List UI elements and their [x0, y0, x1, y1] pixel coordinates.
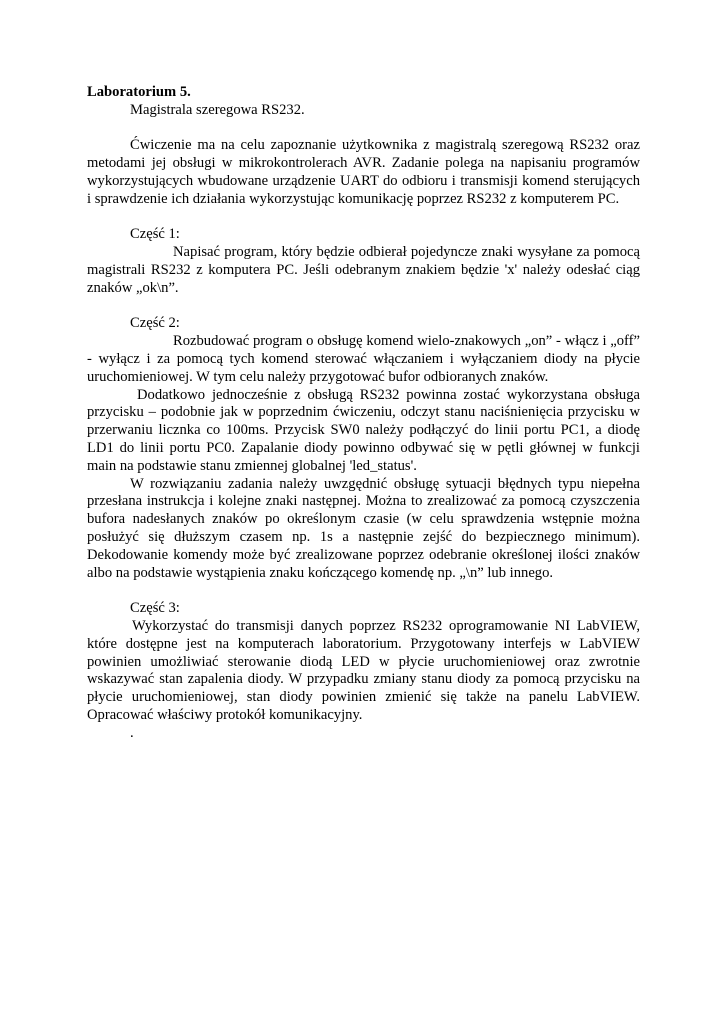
part1-heading: Część 1:	[130, 226, 180, 243]
part3-heading: Część 3:	[130, 600, 180, 617]
trailing-dot: .	[130, 724, 134, 741]
part2-heading: Część 2:	[130, 315, 180, 332]
part2-paragraph-2: Dodatkowo jednocześnie z obsługą RS232 powinna zostać wykorzystana obsługa przycisku – podobnie jak w poprzednim ćwiczeniu, odczyt stanu naciśnienięcia przycisku w przerwaniu licznka co 100ms. Przycisk SW0 należy podłączyć do linii portu PC1, a diodę LD1 do linii portu PC0. Zapalanie diody powinno odbywać się w pętli głównej w funkcji main na podstawie stanu zmiennej globalnej 'led_status'.	[87, 386, 640, 474]
part2-paragraph-1: Rozbudować program o obsługę komend wielo-znakowych „on” - włącz i „off” - wyłącz i za pomocą tych komend sterować włączaniem i wyłączaniem diody na płycie uruchomieniowej. W tym celu należy przygotować bufor odbioranych znaków.	[87, 333, 640, 385]
part1-paragraph: Napisać program, który będzie odbierał pojedyncze znaki wysyłane za pomocą magistrali RS232 z komputera PC. Jeśli odebranym znakiem będzie 'x' należy odesłać ciąg znaków „ok\n”.	[87, 244, 640, 296]
document-subtitle: Magistrala szeregowa RS232.	[130, 101, 305, 118]
part2-paragraph-3: W rozwiązaniu zadania należy uwzgędnić obsługę sytuacji błędnych typu niepełna przesłana instrukcja i kolejne znaki następnej. Można to zrealizować za pomocą czyszczenia bufora nadesłanych znaków po określonym czasie (w celu sprawdzenia wstępnie można posłużyć się dłuższym czasem np. 1s a następnie zejść do bezpiecznego minimum). Dekodowanie komendy może być zrealizowane poprzez odebranie określonej ilości znaków albo na podstawie wystąpienia znaku kończącego komendę np. „\n” lub innego.	[87, 475, 640, 581]
document-title: Laboratorium 5.	[87, 84, 191, 100]
intro-paragraph: Ćwiczenie ma na celu zapoznanie użytkownika z magistralą szeregową RS232 oraz metodami jej obsługi w mikrokontrolerach AVR. Zadanie polega na napisaniu programów wykorzystujących wbudowane urządzenie UART do odbioru i transmisji komend sterujących i sprawdzenie ich działania wykorzystując komunikację poprzez RS232 z komputerem PC.	[87, 137, 640, 207]
part3-paragraph: Wykorzystać do transmisji danych poprzez RS232 oprogramowanie NI LabVIEW, które dostępne jest na komputerach laboratorium. Przygotowany interfejs w LabVIEW powinien umożliwiać sterowanie diodą LED w płycie uruchomieniowej oraz zwrotnie wskazywać stan zapalenia diody. W przypadku zmiany stanu diody za pomocą przycisku na płycie uruchomieniowej, stan diody powinien zmienić się także na panelu LabVIEW. Opracować właściwy protokół komunikacyjny.	[87, 617, 640, 723]
